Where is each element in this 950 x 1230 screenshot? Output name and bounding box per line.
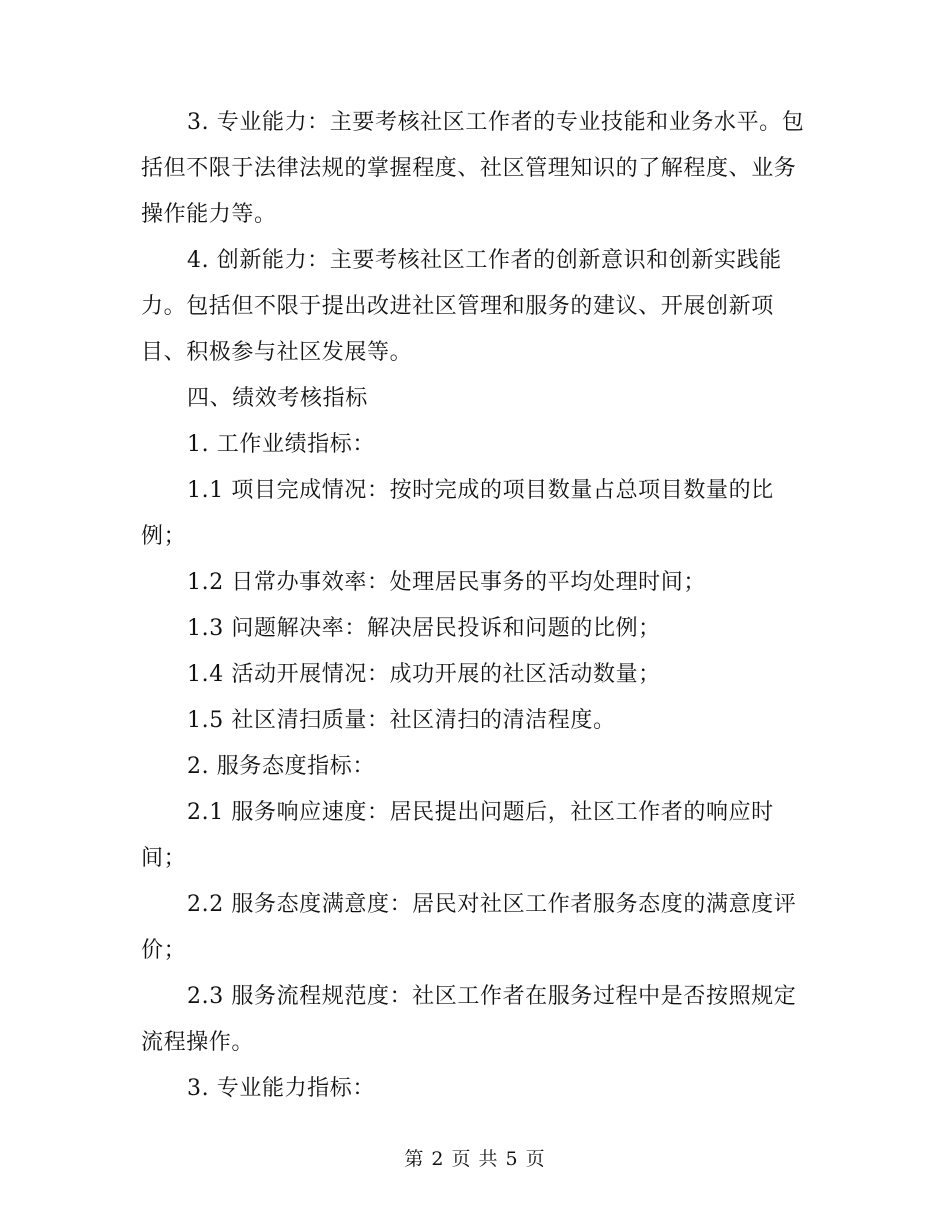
item-daily-efficiency: 1.2 日常办事效率：处理居民事务的平均处理时间；	[187, 570, 706, 595]
subheading-service-attitude: 2. 服务态度指标：	[187, 754, 375, 779]
document-body	[141, 100, 813, 1112]
section-heading-indicators: 四、绩效考核指标	[187, 386, 368, 411]
page-number-footer: 第 2 页 共 5 页	[404, 1148, 546, 1170]
subheading-work-performance: 1. 工作业绩指标：	[187, 432, 375, 457]
paragraph-professional-ability: 3. 专业能力：主要考核社区工作者的专业技能和业务水平。包括但不限于法律法规的掌握程度、社区管理知识的了解程度、业务操作能力等。	[141, 110, 805, 227]
item-process-compliance: 2.3 服务流程规范度：社区工作者在服务过程中是否按照规定流程操作。	[141, 984, 797, 1055]
item-response-speed: 2.1 服务响应速度：居民提出问题后，社区工作者的响应时间；	[141, 800, 774, 871]
item-project-completion: 1.1 项目完成情况：按时完成的项目数量占总项目数量的比例；	[141, 478, 774, 549]
item-attitude-satisfaction: 2.2 服务态度满意度：居民对社区工作者服务态度的满意度评价；	[141, 892, 797, 963]
item-cleaning-quality: 1.5 社区清扫质量：社区清扫的清洁程度。	[187, 708, 616, 733]
item-activity-count: 1.4 活动开展情况：成功开展的社区活动数量；	[187, 662, 661, 687]
item-problem-resolution: 1.3 问题解决率：解决居民投诉和问题的比例；	[187, 616, 661, 641]
subheading-professional-indicators: 3. 专业能力指标：	[187, 1076, 375, 1101]
paragraph-innovation-ability: 4. 创新能力：主要考核社区工作者的创新意识和创新实践能力。包括但不限于提出改进社区管理和服务的建议、开展创新项目、积极参与社区发展等。	[141, 248, 782, 365]
